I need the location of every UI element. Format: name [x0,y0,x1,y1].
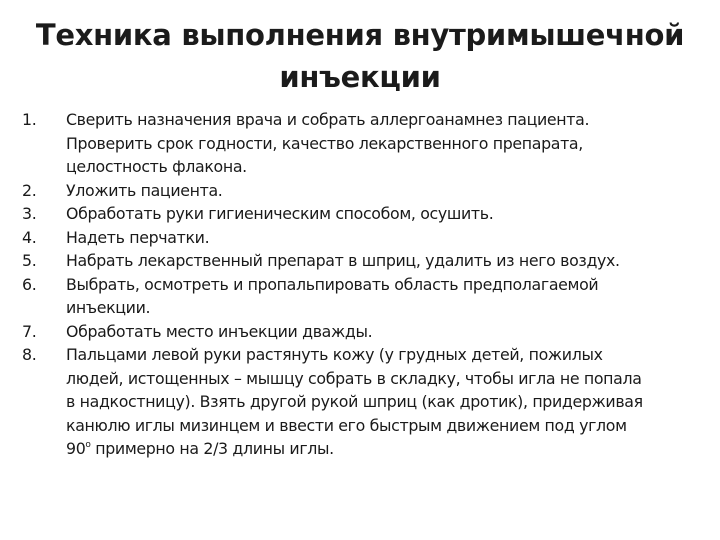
step-number: 2. [22,180,37,200]
step-number: 5. [22,251,37,270]
step-text [66,108,702,179]
degree-mark: о [85,440,91,450]
step-text [66,249,702,273]
step-2 [22,179,702,203]
step-line: Уложить пациента. [66,180,223,200]
step-line: Обработать руки гигиеническим способом, осушить. [66,204,494,223]
steps-list [22,108,702,461]
step-5 [22,249,702,273]
step-last-line [66,437,702,461]
step-line: канюлю иглы мизинцем и ввести его быстрым движением под углом [66,415,627,435]
step-number: 3. [22,204,37,223]
last-line-rest: примерно на 2/3 длины иглы. [90,439,334,458]
step-number: 7. [22,321,37,341]
step-number: 1. [22,110,37,129]
step-line: Выбрать, осмотреть и пропальпировать область предполагаемой [66,274,599,294]
step-number: 6. [22,274,37,294]
step-number: 4. [22,227,37,247]
step-3 [22,202,702,226]
slide-title [30,14,690,98]
step-text [66,202,702,226]
step-line: инъекции. [66,298,151,317]
step-text [66,320,702,344]
step-4 [22,226,702,250]
step-line: целостность флакона. [66,157,247,176]
step-line: Надеть перчатки. [66,227,210,247]
step-line: людей, истощенных – мышцу собрать в складку, чтобы игла не попала [66,368,642,388]
step-text [66,179,702,203]
step-line: Обработать место инъекции дважды. [66,321,373,341]
step-7 [22,320,702,344]
title-line-1: Техника выполнения внутримышечной [35,18,685,52]
step-1 [22,108,702,179]
step-text [66,226,702,250]
step-line: Пальцами левой руки растянуть кожу (у грудных детей, пожилых [66,345,603,364]
angle-value: 90 [66,439,86,458]
step-text [66,343,702,461]
step-line: Сверить назначения врача и собрать аллергоанамнез пациента. [66,110,590,129]
step-line: в надкостницу). Взять другой рукой шприц (как дротик), придерживая [66,392,643,411]
step-number: 8. [22,345,37,364]
step-line: Проверить срок годности, качество лекарственного препарата, [66,133,583,153]
step-6 [22,273,702,320]
title-line-2: инъекции [279,60,441,94]
step-8 [22,343,702,461]
step-line: Набрать лекарственный препарат в шприц, удалить из него воздух. [66,251,620,270]
step-text [66,273,702,320]
